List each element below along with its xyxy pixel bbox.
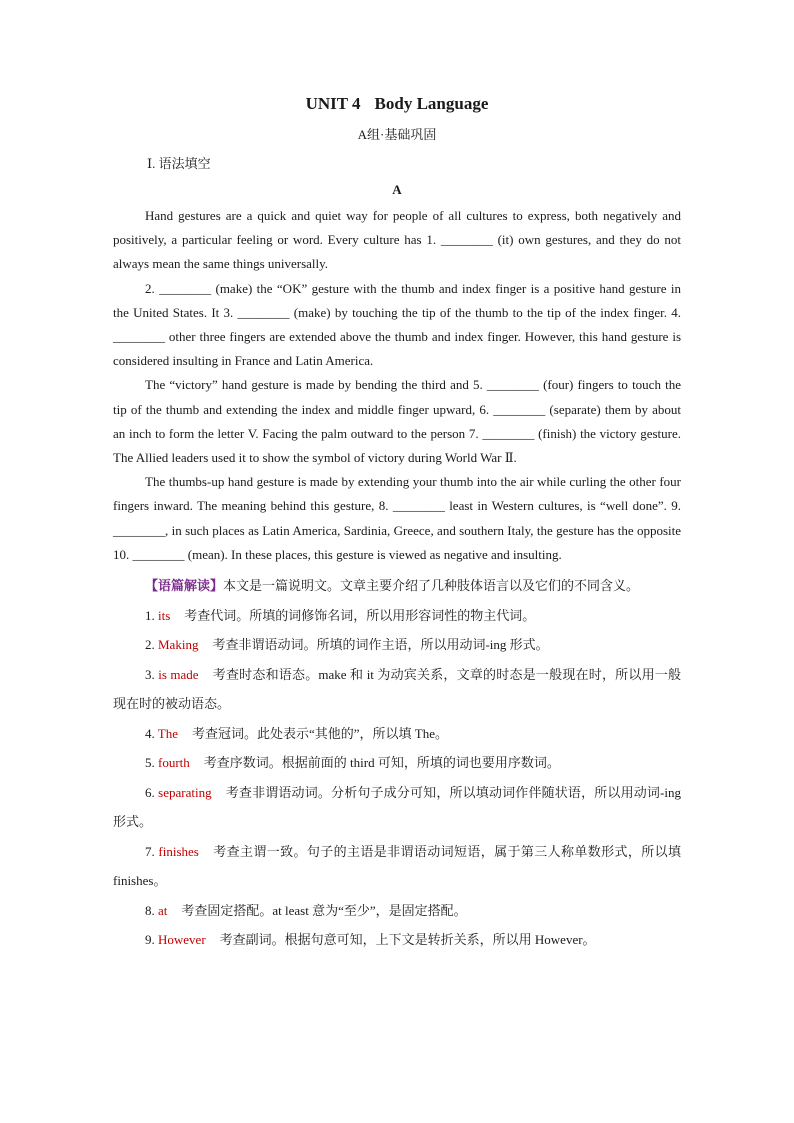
- title-name: Body Language: [374, 94, 489, 113]
- answer-number: 8.: [145, 902, 155, 918]
- answer-word: However: [158, 932, 206, 948]
- discourse-analysis: [113, 571, 681, 601]
- answer-item-4: [113, 719, 681, 749]
- answer-item-1: [113, 601, 681, 631]
- answer-item-7: [113, 837, 681, 896]
- answer-note: 考查时态和语态。make 和 it 为动宾关系，文章的时态是一般现在时，所以用一般现在时的被动语态。: [113, 666, 682, 712]
- analysis-heading: 【语篇解读】: [145, 578, 224, 594]
- page-title: [113, 94, 681, 114]
- answer-number: 3.: [145, 666, 155, 682]
- answer-number: 7.: [145, 843, 155, 859]
- answer-number: 1.: [145, 607, 155, 623]
- answer-word: its: [158, 607, 171, 623]
- answer-note: 考查副词。根据句意可知，上下文是转折关系，所以用 However。: [219, 932, 596, 948]
- answer-item-8: [113, 896, 681, 926]
- answer-item-9: [113, 925, 681, 955]
- answer-number: 9.: [145, 932, 155, 948]
- answer-item-2: [113, 630, 681, 660]
- answer-number: 4.: [145, 725, 155, 741]
- answer-number: 2.: [145, 637, 155, 653]
- answer-word: Making: [158, 637, 199, 653]
- passage-label: A: [392, 182, 402, 197]
- page-subtitle: A组·基础巩固: [357, 127, 437, 142]
- title-unit: UNIT 4: [305, 94, 361, 113]
- answer-item-3: [113, 660, 681, 719]
- answer-note: 考查非谓语动词。所填的词作主语，所以用动词-ing 形式。: [212, 637, 549, 653]
- answer-word: separating: [158, 784, 212, 800]
- answer-note: 考查冠词。此处表示“其他的”，所以填 The。: [191, 725, 448, 741]
- passage-paragraph-2: 2. ________ (make) the “OK” gesture with the thumb and index finger is a positive hand gesture in the United States. It 3. ________ (make) by touching the tip of the thumb to the tip of the index finger. 4. ________ other three fingers are extended above the thumb and index finger. However, this hand gesture is considered insulting in France and Latin America.: [113, 280, 681, 369]
- passage-paragraph-3: The “victory” hand gesture is made by bending the third and 5. ________ (four) fingers to touch the tip of the thumb and extending the index and middle finger upward, 6. ________ (separate) them by about an inch to form the letter V. Facing the palm outward to the person 7. ________ (finish) the victory gesture. The Allied leaders used it to show the symbol of victory during World War Ⅱ.: [113, 377, 681, 466]
- answer-note: 考查主谓一致。句子的主语是非谓语动词短语，属于第三人称单数形式，所以填 finishes。: [113, 843, 681, 889]
- analysis-text: 本文是一篇说明文。文章主要介绍了几种肢体语言以及它们的不同含义。: [223, 578, 640, 594]
- answer-item-5: [113, 748, 681, 778]
- answer-note: 考查固定搭配。at least 意为“至少”，是固定搭配。: [181, 902, 467, 918]
- answer-number: 5.: [145, 755, 155, 771]
- answer-note: 考查序数词。根据前面的 third 可知，所填的词也要用序数词。: [203, 755, 560, 771]
- section-heading: Ⅰ. 语法填空: [147, 156, 211, 171]
- answer-item-6: [113, 778, 681, 837]
- answer-number: 6.: [145, 784, 155, 800]
- answer-note: 考查代词。所填的词修饰名词，所以用形容词性的物主代词。: [184, 607, 536, 623]
- answer-word: finishes: [158, 843, 199, 859]
- answer-word: fourth: [158, 755, 190, 771]
- passage-paragraph-4: The thumbs-up hand gesture is made by extending your thumb into the air while curling the other four fingers inward. The meaning behind this gesture, 8. ________ least in Western cultures, is “well done”. 9. ________, in such places as Latin America, Sardinia, Greece, and southern Italy, the gesture has the opposite 10. ________ (mean). In these places, this gesture is viewed as negative and insulting.: [113, 474, 681, 562]
- answer-word: at: [158, 902, 168, 918]
- answer-word: The: [157, 725, 178, 741]
- answer-word: is made: [158, 666, 199, 682]
- document-page: [113, 94, 681, 955]
- passage-paragraph-1: Hand gestures are a quick and quiet way for people of all cultures to express, both negatively and positively, a particular feeling or word. Every culture has 1. ________ (it) own gestures, and they do not always mean the same things universally.: [113, 208, 681, 272]
- answer-note: 考查非谓语动词。分析句子成分可知，所以填动词作伴随状语，所以用动词-ing 形式。: [113, 784, 681, 830]
